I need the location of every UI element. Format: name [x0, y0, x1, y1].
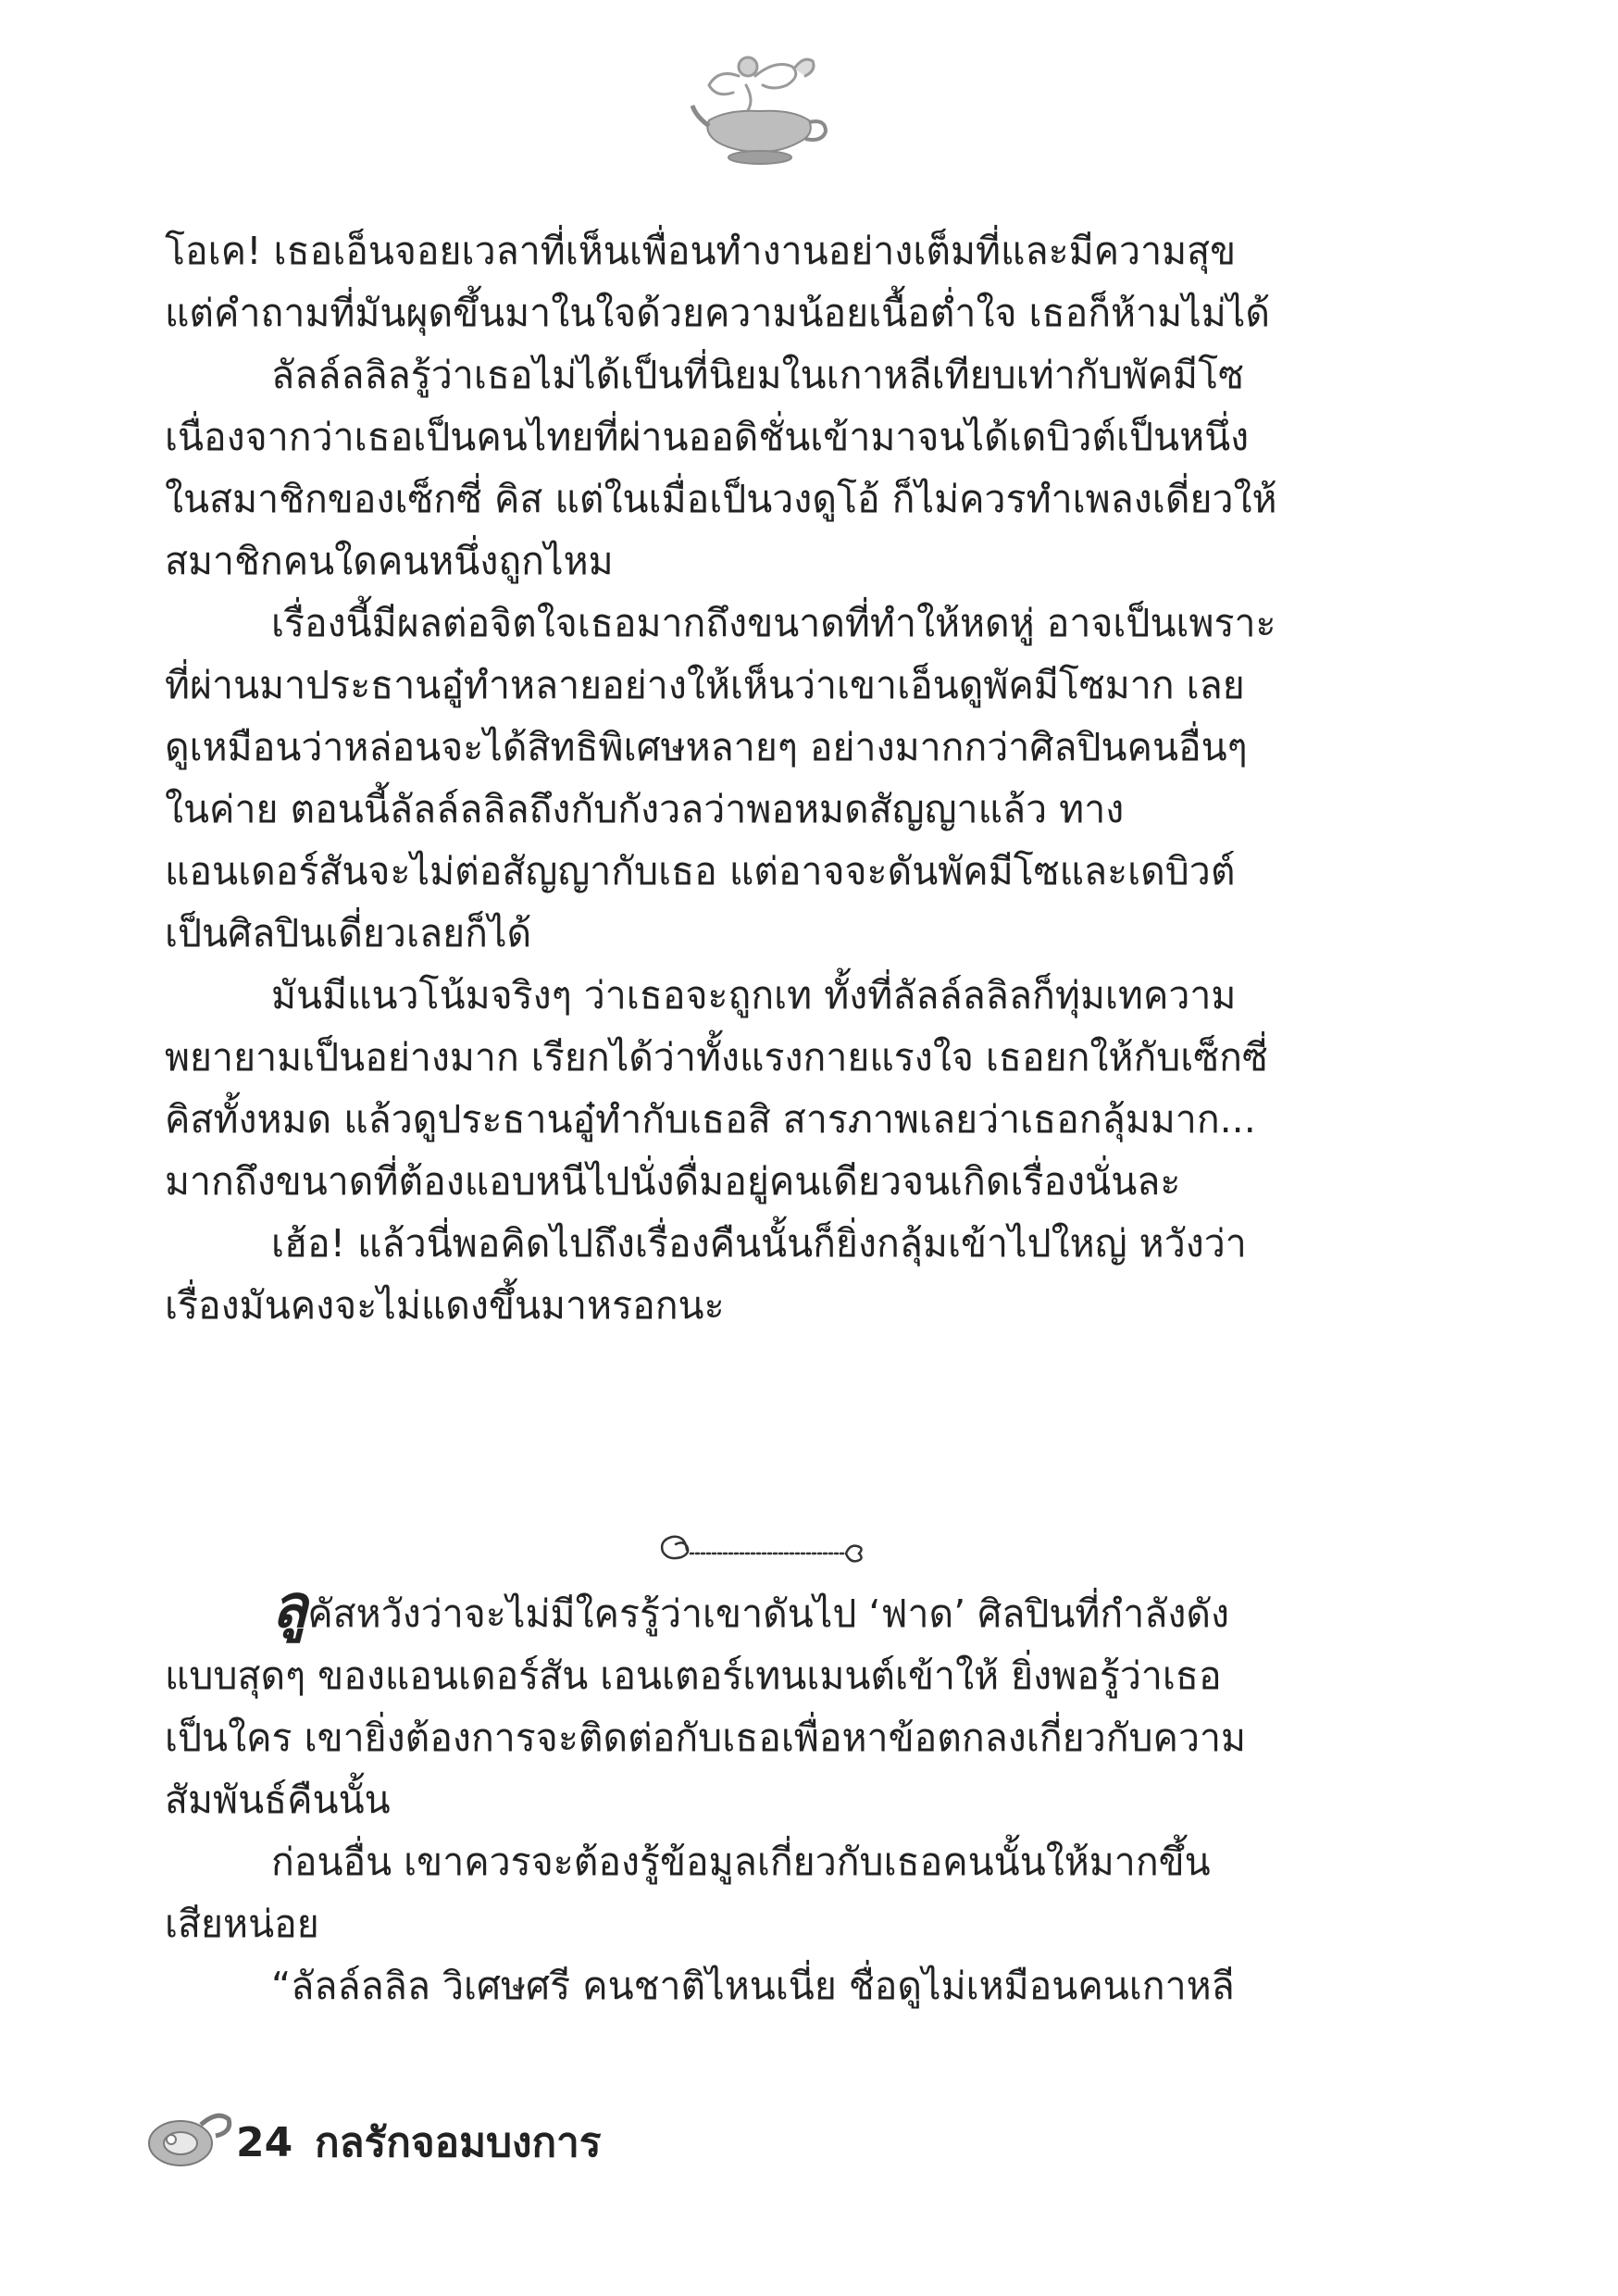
text-line: เป็นศิลปินเดี่ยวเลยก็ได้ [165, 911, 532, 955]
text-line: เนื่องจากว่าเธอเป็นคนไทยที่ผ่านออดิชั่นเข้ามาจนได้เดบิวต์เป็นหนึ่ง [165, 415, 1250, 459]
book-title: กลรักจอมบงการ [315, 2119, 602, 2166]
cupid-teapot-icon [691, 48, 829, 170]
text-line: พยายามเป็นอย่างมาก เรียกได้ว่าทั้งแรงกายแรงใจ เธอยกให้กับเซ็กซี่ [165, 1035, 1268, 1079]
text-line: ในค่าย ตอนนี้ลัลล์ลลิลถึงกับกังวลว่าพอหมดสัญญาแล้ว ทาง [165, 787, 1125, 831]
text-line: เป็นใคร เขายิ่งต้องการจะติดต่อกับเธอเพื่อหาข้อตกลงเกี่ยวกับความ [165, 1716, 1247, 1760]
text-line: มันมีแนวโน้มจริงๆ ว่าเธอจะถูกเท ทั้งที่ลัลล์ลลิลก็ทุ่มเทความ [271, 973, 1237, 1017]
text-line: ก่อนอื่น เขาควรจะต้องรู้ข้อมูลเกี่ยวกับเธอคนนั้นให้มากขึ้น [271, 1840, 1211, 1884]
text-line: เรื่องมันคงจะไม่แดงขึ้นมาหรอกนะ [165, 1283, 725, 1328]
text-line: แบบสุดๆ ของแอนเดอร์สัน เอนเตอร์เทนเมนต์เข้าให้ ยิ่งพอรู้ว่าเธอ [165, 1653, 1222, 1698]
pacifier-icon [143, 2106, 236, 2171]
first-line-rest: คัสหวังว่าจะไม่มีใครรู้ว่าเขาดันไป ‘ฟาด’ ศิลปินที่กำลังดัง [307, 1591, 1230, 1636]
body-text-section-1 [165, 220, 1359, 1337]
text-line: เรื่องนี้มีผลต่อจิตใจเธอมากถึงขนาดที่ทำให้หดหู่ อาจเป็นเพราะ [271, 601, 1276, 645]
text-line: ลัลล์ลลิลรู้ว่าเธอไม่ได้เป็นที่นิยมในเกาหลีเทียบเท่ากับพัคมีโซ [271, 353, 1244, 397]
text-line: ที่ผ่านมาประธานอู๋ทำหลายอย่างให้เห็นว่าเขาเอ็นดูพัคมีโซมาก เลย [165, 663, 1245, 707]
text-line: มากถึงขนาดที่ต้องแอบหนีไปนั่งดื่มอยู่คนเดียวจนเกิดเรื่องนั่นละ [165, 1159, 1181, 1204]
paragraph-first-line [165, 1583, 1359, 1645]
text-line: แอนเดอร์สันจะไม่ต่อสัญญากับเธอ แต่อาจจะดันพัคมีโซและเดบิวต์ [165, 849, 1236, 893]
text-line: คิสทั้งหมด แล้วดูประธานอู๋ทำกับเธอสิ สารภาพเลยว่าเธอกลุ้มมาก... [165, 1097, 1256, 1142]
text-line: สมาชิกคนใดคนหนึ่งถูกไหม [165, 539, 614, 583]
text-line: “ลัลล์ลลิล วิเศษศรี คนชาติไหนเนี่ย ชื่อดูไม่เหมือนคนเกาหลี [271, 1964, 1235, 2008]
text-line: ในสมาชิกของเซ็กซี่ คิส แต่ในเมื่อเป็นวงดูโอ้ ก็ไม่ควรทำเพลงเดี่ยวให้ [165, 477, 1277, 521]
body-text-section-2 [165, 1583, 1359, 2017]
text-line: เฮ้อ! แล้วนี่พอคิดไปถึงเรื่องคืนนั้นก็ยิ่งกลุ้มเข้าไปใหญ่ หวังว่า [271, 1221, 1247, 1266]
page-footer [143, 2106, 791, 2171]
text-line: ดูเหมือนว่าหล่อนจะได้สิทธิพิเศษหลายๆ อย่างมากกว่าศิลปินคนอื่นๆ [165, 725, 1248, 769]
text-line: โอเค! เธอเอ็นจอยเวลาที่เห็นเพื่อนทำงานอย่างเต็มที่และมีความสุข [165, 229, 1237, 273]
dropcap: ลู [271, 1583, 308, 1641]
text-line: เสียหน่อย [165, 1902, 319, 1946]
text-line: แต่คำถามที่มันผุดขึ้นมาในใจด้วยความน้อยเนื้อต่ำใจ เธอก็ห้ามไม่ได้ [165, 291, 1270, 335]
page-number: 24 [236, 2119, 293, 2166]
swirl-heart-divider-icon [653, 1526, 876, 1568]
text-line: สัมพันธ์คืนนั้น [165, 1778, 391, 1822]
section-2-rest [165, 1645, 1359, 2017]
